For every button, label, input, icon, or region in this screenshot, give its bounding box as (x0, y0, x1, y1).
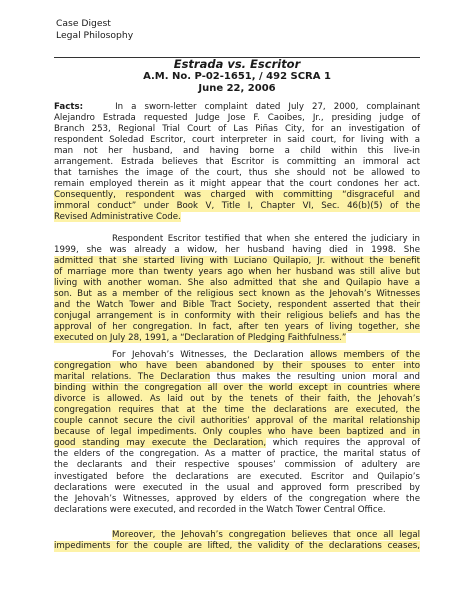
p2-line-highlighted: son. But as a member of the religious sect known as the Jehovah’s Witnesses (54, 289, 420, 300)
p3-line-highlighted: good standing may execute the Declaration, (54, 438, 267, 449)
p4-line-highlighted: Moreover, the Jehovah’s congregation believes that once all legal (112, 530, 420, 540)
p3-line: declarations were executed in the usual and approved form prescribed by (54, 482, 420, 493)
facts-paragraph-2 (54, 234, 420, 344)
p1-line: arrangement. Estrada believes that Escritor is committing an immoral act (54, 157, 420, 168)
p1-line-highlighted: immoral conduct” under Book V, Title I, Chapter VI, Sec. 46(b)(5) of the (54, 201, 420, 212)
p3-line: declarations were executed, and recorded in the Watch Tower Central Office. (54, 504, 386, 515)
p3-line-highlighted: marital relations. The Declaration (54, 372, 211, 383)
p3-line-highlighted: divorce is allowed. As laid out by the tenets of their faith, the Jehovah’s (54, 394, 420, 405)
facts-paragraph-4 (54, 530, 420, 552)
case-docket: A.M. No. P-02-1651, / 492 SCRA 1 (143, 71, 331, 82)
header-line-2: Legal Philosophy (56, 29, 134, 41)
p3-line: which requires the approval of (272, 438, 420, 449)
p3-line: thus makes the resulting union moral and (216, 372, 421, 383)
p1-line: that tarnishes the image of the court, thus she should not be allowed to (54, 168, 420, 179)
p3-line-highlighted: because of legal impediments. Only couples who have been baptized and in (54, 427, 420, 438)
p2-line-highlighted: approval of her congregation. In fact, after ten years of living together, she (54, 322, 420, 333)
p3-line: the elders of the congregation. As a matter of practice, the marital status of (54, 449, 420, 460)
p1-line: man not her husband, and having borne a child within this live-in (54, 146, 420, 157)
case-date: June 22, 2006 (198, 83, 276, 94)
p1-line: Branch 253, Regional Trial Court of Las Piñas City, for an investigation of (54, 124, 420, 135)
p2-line-highlighted: executed on July 28, 1991, a “Declaration of Pledging Faithfulness.” (54, 333, 347, 344)
case-title: Estrada vs. Escritor (173, 57, 301, 71)
p2-line-highlighted: living with another woman. She also admitted that she and Quilapio have a (54, 278, 420, 289)
p2-line: 1999, she was already a widow, her husband having died in 1998. She (54, 245, 420, 256)
p3-line-highlighted: binding within the congregation all over the world except in countries where (54, 383, 420, 394)
facts-paragraph-3 (54, 350, 420, 516)
header-line-1: Case Digest (56, 18, 111, 29)
p1-line: Alejandro Estrada requested Judge Jose F. Caoibes, Jr., presiding judge of (54, 113, 420, 124)
p1-line: respondent Soledad Escritor, court interpreter in said court, for living with a (54, 135, 420, 146)
p4-line-highlighted: impediments for the couple are lifted, the validity of the declarations ceases, (54, 541, 420, 552)
p3-line-highlighted: allows members of the (310, 350, 420, 360)
document-header (56, 18, 133, 41)
p2-line-highlighted: and the Watch Tower and Bible Tract Society, respondent asserted that their (54, 300, 420, 311)
p3-line: the Jehovah’s Witnesses, approved by elders of the congregation where the (54, 493, 420, 504)
p3-line-highlighted: couple cannot secure the civil authorities’ approval of the marital relationship (54, 416, 420, 427)
p1-line: remain employed therein as it might appear that the court condones her act. (54, 179, 420, 190)
p2-line-highlighted: admitted that she started living with Luciano Quilapio, Jr. without the benefit (54, 256, 420, 267)
p3-line-highlighted: congregation who have been abandoned by their spouses to enter into (54, 361, 420, 372)
facts-label: Facts: (54, 102, 84, 112)
p2-line-highlighted: of marriage more than twenty years ago when her husband was still alive but (54, 267, 420, 278)
p1-line-highlighted: Consequently, respondent was charged with committing “disgraceful and (54, 190, 420, 201)
p3-line-highlighted: congregation requires that at the time the declarations are executed, the (54, 405, 420, 416)
p2-line-highlighted: conjugal arrangement is in conformity with their religious beliefs and has the (54, 311, 420, 322)
p2-line: Respondent Escritor testified that when she entered the judiciary in (112, 234, 420, 244)
p3-line: the declarants and their respective spouses’ commission of adultery are (54, 460, 420, 471)
p1-line-highlighted: Revised Administrative Code. (54, 212, 181, 223)
p3-line: For Jehovah’s Witnesses, the Declaration (112, 350, 311, 360)
p1-line: In a sworn-letter complaint dated July 27, 2000, complainant (115, 102, 420, 112)
facts-paragraph-1 (54, 102, 420, 224)
p3-line: investigated before the declarations are executed. Escritor and Quilapio’s (54, 471, 420, 482)
title-block (54, 58, 420, 95)
